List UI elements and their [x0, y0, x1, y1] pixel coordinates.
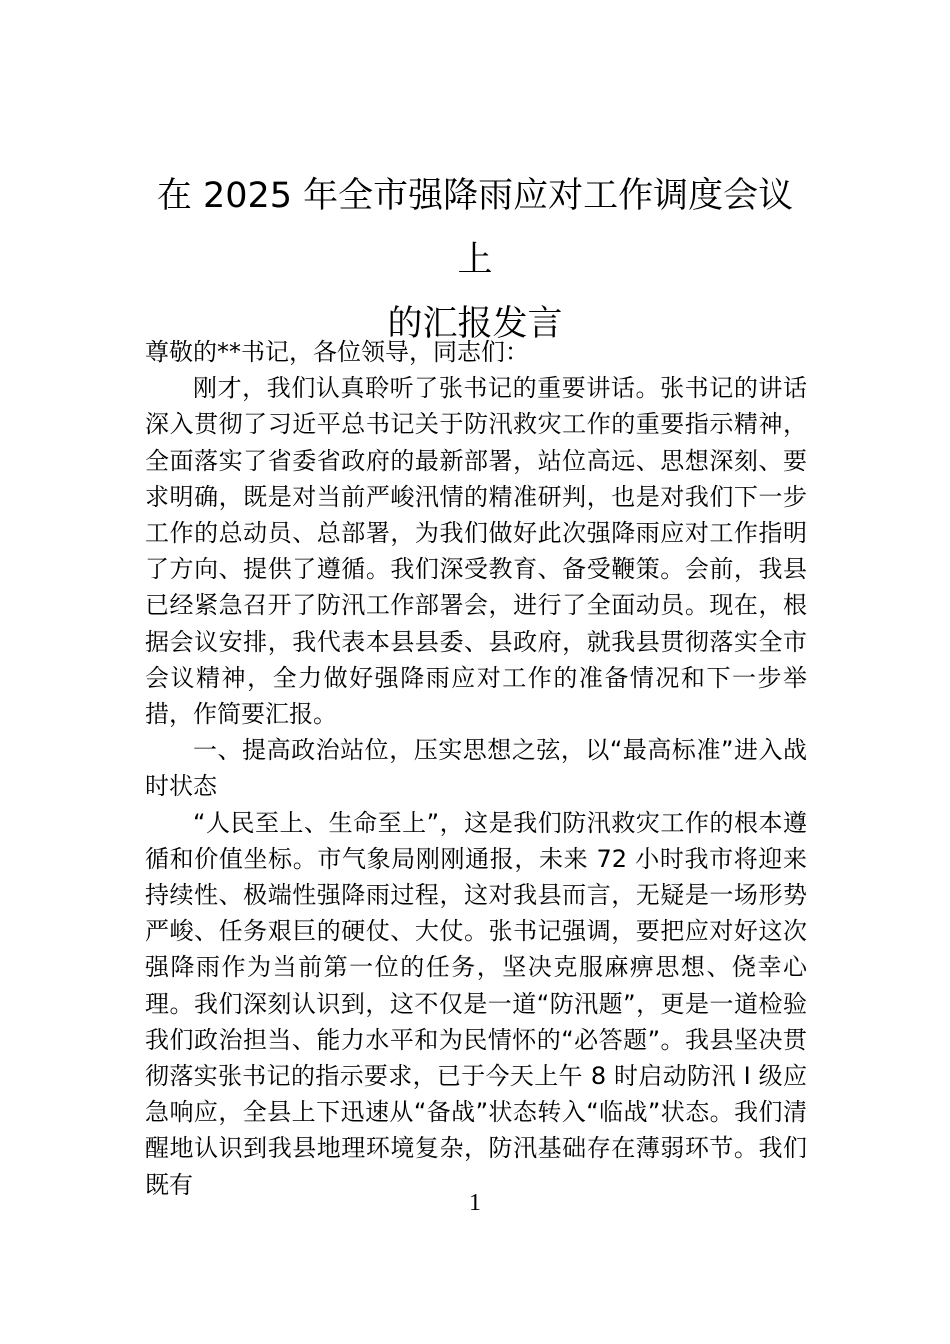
- document-title-line-2: 的汇报发言: [387, 304, 563, 344]
- paragraph-opening: 刚才，我们认真聆听了张书记的重要讲话。张书记的讲话深入贯彻了习近平总书记关于防汛救灾工作的重要指示精神，全面落实了省委省政府的最新部署，站位高远、思想深刻、要求明确，既是对当前严峻汛情的精准研判，也是对我们下一步工作的总动员、总部署，为我们做好此次强降雨应对工作指明了方向、提供了遵循。我们深受教育、备受鞭策。会前，我县已经紧急召开了防汛工作部署会，进行了全面动员。现在，根据会议安排，我代表本县县委、县政府，就我县贯彻落实全市会议精神，全力做好强降雨应对工作的准备情况和下一步举措，作简要汇报。: [145, 374, 807, 729]
- paragraph-section-1: “人民至上、生命至上”，这是我们防汛救灾工作的根本遵循和价值坐标。市气象局刚刚通报，未来 72 小时我市将迎来持续性、极端性强降雨过程，这对我县而言，无疑是一场形势严峻、任务艰巨的硬仗、大仗。张书记强调，要把应对好这次强降雨作为当前第一位的任务，坚决克服麻痹思想、侥幸心理。我们深刻认识到，这不仅是一道“防汛题”，更是一道检验我们政治担当、能力水平和为民情怀的“必答题”。我县坚决贯彻落实张书记的指示要求，已于今天上午 8 时启动防汛 I 级应急响应，全县上下迅速从“备战”状态转入“临战”状态。我们清醒地认识到我县地理环境复杂，防汛基础存在薄弱环节。我们既有: [145, 808, 807, 1199]
- section-heading-1: 一、提高政治站位，压实思想之弦，以“最高标准”进入战时状态: [145, 736, 807, 801]
- page-number: 1: [469, 1190, 481, 1216]
- salutation: 尊敬的**书记，各位领导，同志们：: [145, 338, 529, 366]
- document-body: [145, 334, 807, 1203]
- document-title-line-1: 在 2025 年全市强降雨应对工作调度会议上: [156, 176, 794, 280]
- document-title: [140, 164, 810, 356]
